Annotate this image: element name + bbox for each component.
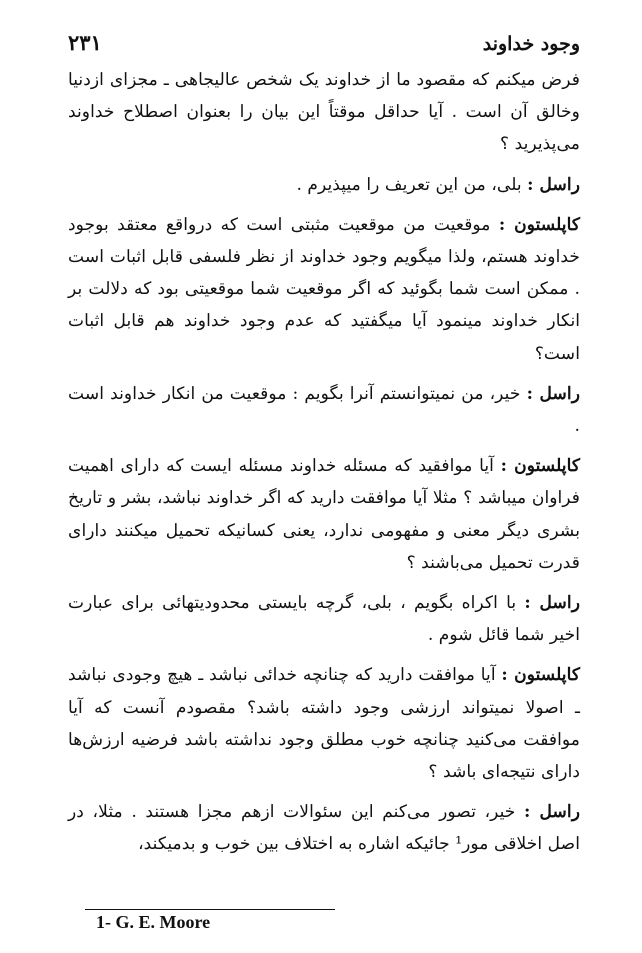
paragraph	[68, 587, 580, 651]
paragraph	[68, 209, 580, 370]
paragraph	[68, 378, 580, 442]
paragraph	[68, 796, 580, 860]
footnote-divider	[85, 909, 335, 910]
speaker-label: کاپلستون :	[498, 214, 581, 235]
running-title: وجود خداوند	[482, 33, 580, 55]
paragraph-text: آیا موافقید که مسئله خداوند مسئله ایست که دارای اهمیت فراوان میباشد ؟ مثلا آیا موافقت دارید که اگر خداوند نباشد، بشر و تاریخ بشری دیگر معنی و مفهومی ندارد، یعنی کسانیکه تحمیل میکنند دارای قدرت تحمیل می‌باشند ؟	[68, 456, 580, 573]
paragraph-text: بلی، من این تعریف را میپذیرم .	[296, 174, 522, 195]
speaker-label: راسل :	[524, 802, 581, 823]
paragraph-text: خیر، تصور می‌کنم این سئوالات ازهم مجزا هستند . مثلا، در اصل اخلاقی مور¹ جائیکه اشاره به اختلاف بین خوب و بدمیکند،	[68, 802, 580, 855]
paragraph-text: آیا موافقت دارید که چنانچه خدائی نباشد ـ هیچ وجودی نباشد ـ اصولا نمیتواند ارزشی وجود داشته باشد؟ مقصودم آنست که آیا موافقت می‌کنید چنانچه خوب مطلق وجود نداشته باشد فرضیه ارزش‌ها دارای نتیجه‌ای باشد ؟	[68, 665, 580, 783]
page-header	[68, 30, 580, 64]
paragraph-text: فرض میکنم که مقصود ما از خداوند یک شخص عالیجاهی ـ مجزای ازدنیا وخالق آن است . آیا حداقل موقتاً این بیان را بعنوان اصطلاح خداوند می‌پذیرید ؟	[68, 70, 580, 155]
paragraph-text: با اکراه بگویم ، بلی، گرچه بایستی محدودیتهائی برای عبارت اخیر شما قائل شوم .	[68, 593, 580, 646]
paragraph-text: موقعیت من موقعیت مثبتی است که درواقع معتقد بوجود خداوند هستم، ولذا میگویم وجود خداوند از نظر فلسفی قابل اثبات است . ممکن است شما بگوئید که اگر موقعیت شما موقعیتی بود که دلالت بر انکار خداوند مینمود آیا میگفتید که عدم وجود خداوند هم قابل اثبات است؟	[68, 214, 580, 364]
speaker-label: کاپلستون :	[501, 665, 581, 686]
page-number: ۲۳۱	[68, 30, 102, 55]
speaker-label: راسل :	[526, 383, 580, 404]
paragraph	[68, 169, 580, 201]
speaker-label: راسل :	[524, 593, 581, 614]
speaker-label: راسل :	[527, 174, 580, 195]
paragraph-text: خیر، من نمیتوانستم آنرا بگویم : موقعیت من انکار خداوند است .	[68, 383, 580, 437]
paragraph	[68, 659, 580, 788]
footnote: 1- G. E. Moore	[96, 912, 211, 932]
speaker-label: کاپلستون :	[500, 456, 581, 477]
body-text	[68, 64, 580, 861]
paragraph	[68, 64, 580, 161]
paragraph	[68, 450, 580, 579]
